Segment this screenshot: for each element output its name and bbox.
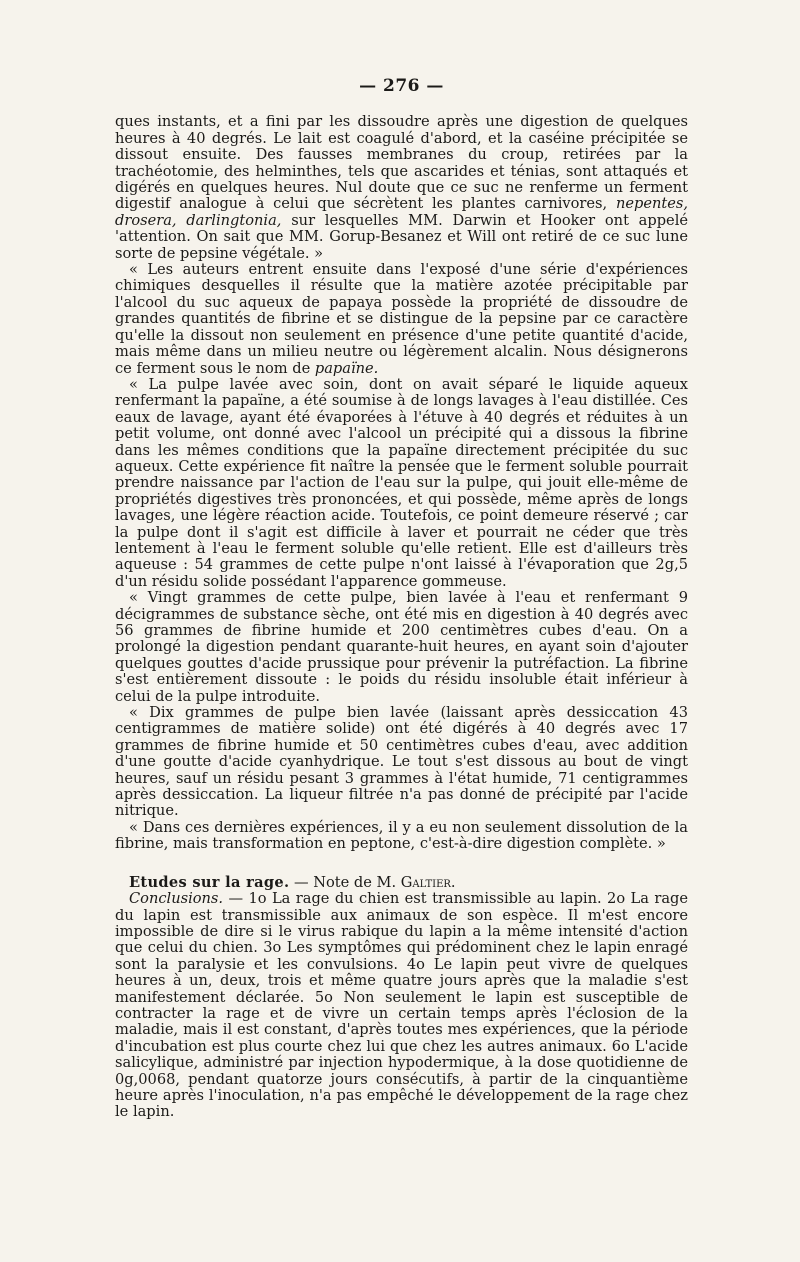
paragraph-1-tail: sur lesquelles MM. Darwin et Hooker ont appelé 'attention. On sait que MM. Gorup-Besanez et Will ont retiré de ce suc lune sorte de pepsine végétale. » [115, 211, 688, 262]
paragraph-1 [115, 114, 688, 262]
section-body [115, 891, 688, 1121]
section-heading [115, 875, 688, 891]
paragraph-1-italic: nepentes, drosera, darlingtonia, [115, 195, 688, 229]
paragraph-1-text: ques instants, et a fini par les dissoudre après une digestion de quelques heures à 40 degrés. Le lait est coagulé d'abord, et la caséine précipitée se dissout ensuite. Des fausses membranes du croup, retirées par la trachéotomie, des helminthes, tels que ascarides et ténias, sont attaqués et digérés en quelques heures. Nul doute que ce suc ne renferme un ferment digestif analogue à celui que sécrètent les plantes carnivores, [115, 113, 688, 213]
section-author: Galtier. [400, 873, 456, 891]
section-title: Etudes sur la rage. [129, 873, 290, 891]
paragraph-2-text: « Les auteurs entrent ensuite dans l'exposé d'une série d'expériences chimiques desquelles il résulte que la matière azotée précipitable par l'alcool du suc aqueux de papaya possède la propriété de dissoudre de grandes quantités de fibrine et se distingue de la pepsine par ce caractère qu'elle la dissout non seulement en présence d'une petite quantité d'acide, mais même dans un milieu neutre ou légèrement alcalin. Nous désignerons ce ferment sous le nom de [115, 261, 688, 377]
page-number: — 276 — [359, 76, 444, 96]
paragraph-2 [115, 262, 688, 377]
paragraph-2-italic: papaïne. [314, 359, 379, 377]
section-gap [115, 853, 688, 875]
page-content [115, 78, 688, 1121]
conclusions-label: Conclusions. [129, 890, 224, 908]
conclusions-text: — 1o La rage du chien est transmissible au lapin. 2o La rage du lapin est transmissible aux animaux de son espèce. Il m'est encore impossible de dire si le virus rabique du lapin a la même intensité d'action que celui du chien. 3o Les symptômes qui prédominent chez le lapin enragé sont la paralysie et les convulsions. 4o Le lapin peut vivre de quelques heures à un, deux, trois et même quatre jours après que la maladie s'est manifestement déclarée. 5o Non seulement le lapin est susceptible de contracter la rage et de vivre un certain temps après l'éclosion de la maladie, mais il est constant, d'après toutes mes expériences, que la période d'incubation est plus courte chez lui que chez les autres animaux. 6o L'acide salicylique, administré par injection hypodermique, à la dose quotidienne de 0g,0068, pendant quatorze jours consécutifs, à partir de la cinquantième heure après l'inoculation, n'a pas empêché le développement de la rage chez le lapin. [115, 890, 688, 1121]
paragraph-6: « Dans ces dernières expériences, il y a eu non seulement dissolution de la fibrine, mais transformation en peptone, c'est-à-dire digestion complète. » [115, 818, 688, 853]
paragraph-4: « Vingt grammes de cette pulpe, bien lavée à l'eau et renfermant 9 décigrammes de substance sèche, ont été mis en digestion à 40 degrés avec 56 grammes de fibrine humide et 200 centimètres cubes d'eau. On a prolongé la digestion pendant quarante-huit heures, en ayant soin d'ajouter quelques gouttes d'acide prussique pour prévenir la putréfaction. La fibrine s'est entièrement dissoute : le poids du résidu insoluble était inférieur à celui de la pulpe introduite. [115, 589, 688, 705]
section-dash: — Note de M. [289, 873, 401, 891]
paragraph-3: « La pulpe lavée avec soin, dont on avait séparé le liquide aqueux renfermant la papaïne, a été soumise à de longs lavages à l'eau distillée. Ces eaux de lavage, ayant été évaporées à l'étuve à 40 degrés et réduites à un petit volume, ont donné avec l'alcool un précipité qui a dissous la fibrine dans les mêmes conditions que la papaïne directement précipitée du suc aqueux. Cette expérience fit naître la pensée que le ferment soluble pourrait prendre naissance par l'action de l'eau sur la pulpe, qui jouit elle-même de propriétés digestives très prononcées, et qui possède, même après de longs lavages, une légère réaction acide. Toutefois, ce point demeure réservé ; car la pulpe dont il s'agit est difficile à laver et pourrait ne céder que très lentement à l'eau le ferment soluble qu'elle retient. Elle est d'ailleurs très aqueuse : 54 grammes de cette pulpe n'ont laissé à l'évaporation que 2g,5 d'un résidu solide possédant l'apparence gommeuse. [115, 375, 688, 590]
paragraph-5: « Dix grammes de pulpe bien lavée (laissant après dessiccation 43 centigrammes de matière solide) ont été digérés à 40 degrés avec 17 grammes de fibrine humide et 50 centimètres cubes d'eau, avec addition d'une goutte d'acide cyanhydrique. Le tout s'est dissous au bout de vingt heures, sauf un résidu pesant 3 grammes à l'état humide, 71 centigrammes après dessiccation. La liqueur filtrée n'a pas donné de précipité par l'acide nitrique. [115, 704, 688, 820]
